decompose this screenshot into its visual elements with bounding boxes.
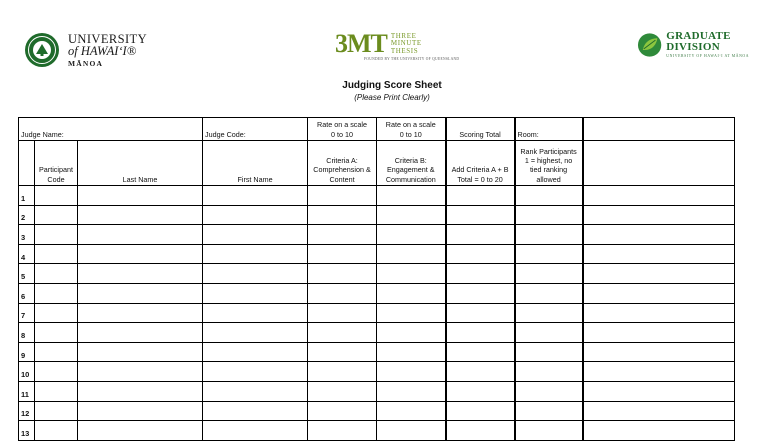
last-name-cell[interactable] bbox=[78, 283, 203, 303]
participant-code-cell[interactable] bbox=[35, 186, 78, 206]
criteria-a-cell[interactable] bbox=[308, 205, 377, 225]
rank-cell[interactable] bbox=[515, 225, 583, 245]
criteria-a-cell[interactable] bbox=[308, 421, 377, 441]
first-name-cell[interactable] bbox=[203, 421, 308, 441]
header-row-2 bbox=[19, 141, 735, 186]
3mt-side-thesis: THESIS bbox=[390, 46, 419, 55]
judge-name-field[interactable]: Judge Name: bbox=[19, 118, 203, 141]
extra-cell bbox=[583, 323, 735, 343]
rank-cell[interactable] bbox=[515, 362, 583, 382]
row-number: 6 bbox=[19, 283, 35, 303]
criteria-b-cell[interactable] bbox=[377, 244, 446, 264]
total-cell[interactable] bbox=[446, 303, 515, 323]
table-row bbox=[19, 205, 735, 225]
row-number: 3 bbox=[19, 225, 35, 245]
rank-cell[interactable] bbox=[515, 323, 583, 343]
total-cell[interactable] bbox=[446, 401, 515, 421]
total-cell[interactable] bbox=[446, 421, 515, 441]
row-number: 11 bbox=[19, 381, 35, 401]
row-number: 10 bbox=[19, 362, 35, 382]
criteria-b-cell[interactable] bbox=[377, 381, 446, 401]
extra-cell bbox=[583, 264, 735, 284]
criteria-a-cell[interactable] bbox=[308, 381, 377, 401]
row-number: 1 bbox=[19, 186, 35, 206]
participant-code-cell[interactable] bbox=[35, 244, 78, 264]
extra-cell bbox=[583, 381, 735, 401]
last-name-cell[interactable] bbox=[78, 421, 203, 441]
criteria-b-cell[interactable] bbox=[377, 401, 446, 421]
criteria-b-cell[interactable] bbox=[377, 303, 446, 323]
participant-code-cell[interactable] bbox=[35, 303, 78, 323]
total-cell[interactable] bbox=[446, 323, 515, 343]
page-subtitle: (Please Print Clearly) bbox=[354, 93, 430, 102]
participant-code-cell[interactable] bbox=[35, 401, 78, 421]
rank-cell[interactable] bbox=[515, 186, 583, 206]
uh-logo-line3: MĀNOA bbox=[68, 58, 104, 68]
extra-cell bbox=[583, 401, 735, 421]
participant-code-cell[interactable] bbox=[35, 283, 78, 303]
table-row bbox=[19, 362, 735, 382]
row-number: 7 bbox=[19, 303, 35, 323]
3mt-logo-mark: 3MT bbox=[335, 29, 387, 58]
rank-cell[interactable] bbox=[515, 381, 583, 401]
last-name-cell[interactable] bbox=[78, 244, 203, 264]
total-cell[interactable] bbox=[446, 244, 515, 264]
extra-cell bbox=[583, 186, 735, 206]
criteria-a-cell[interactable] bbox=[308, 283, 377, 303]
last-name-cell[interactable] bbox=[78, 303, 203, 323]
last-name-cell[interactable] bbox=[78, 401, 203, 421]
participant-code-cell[interactable] bbox=[35, 421, 78, 441]
first-name-cell[interactable] bbox=[203, 244, 308, 264]
total-cell[interactable] bbox=[446, 362, 515, 382]
criteria-a-cell[interactable] bbox=[308, 303, 377, 323]
row-number-header bbox=[19, 141, 35, 186]
table-row bbox=[19, 401, 735, 421]
participant-code-cell[interactable] bbox=[35, 381, 78, 401]
extra-cell bbox=[583, 244, 735, 264]
first-name-cell[interactable] bbox=[203, 401, 308, 421]
row-number: 12 bbox=[19, 401, 35, 421]
extra-cell bbox=[583, 141, 735, 186]
criteria-b-cell[interactable] bbox=[377, 342, 446, 362]
last-name-cell[interactable] bbox=[78, 225, 203, 245]
extra-cell bbox=[583, 342, 735, 362]
criteria-b-cell[interactable] bbox=[377, 205, 446, 225]
table-row bbox=[19, 225, 735, 245]
first-name-cell[interactable] bbox=[203, 264, 308, 284]
table-row bbox=[19, 381, 735, 401]
row-number: 13 bbox=[19, 421, 35, 441]
rank-cell[interactable] bbox=[515, 244, 583, 264]
table-row bbox=[19, 264, 735, 284]
table-row bbox=[19, 283, 735, 303]
extra-cell bbox=[583, 421, 735, 441]
criteria-a-cell[interactable] bbox=[308, 362, 377, 382]
rank-cell[interactable] bbox=[515, 283, 583, 303]
first-name-cell[interactable] bbox=[203, 323, 308, 343]
first-name-header: First Name bbox=[203, 141, 308, 186]
criteria-a-cell[interactable] bbox=[308, 186, 377, 206]
rank-cell[interactable] bbox=[515, 303, 583, 323]
row-number: 8 bbox=[19, 323, 35, 343]
criteria-b-cell[interactable] bbox=[377, 283, 446, 303]
table-row bbox=[19, 342, 735, 362]
rank-cell[interactable] bbox=[515, 264, 583, 284]
last-name-header: Last Name bbox=[78, 141, 203, 186]
last-name-cell[interactable] bbox=[78, 186, 203, 206]
last-name-cell[interactable] bbox=[78, 205, 203, 225]
rank-cell[interactable] bbox=[515, 421, 583, 441]
total-cell[interactable] bbox=[446, 342, 515, 362]
row-number: 4 bbox=[19, 244, 35, 264]
first-name-cell[interactable] bbox=[203, 303, 308, 323]
total-cell[interactable] bbox=[446, 381, 515, 401]
rate-scale-a: Rate on a scale 0 to 10 bbox=[308, 118, 377, 141]
extra-cell bbox=[583, 118, 735, 141]
total-cell[interactable] bbox=[446, 225, 515, 245]
first-name-cell[interactable] bbox=[203, 362, 308, 382]
3mt-side-three: THREE bbox=[390, 31, 417, 40]
total-cell[interactable] bbox=[446, 264, 515, 284]
table-row bbox=[19, 303, 735, 323]
total-cell[interactable] bbox=[446, 283, 515, 303]
criteria-b-cell[interactable] bbox=[377, 186, 446, 206]
criteria-b-cell[interactable] bbox=[377, 323, 446, 343]
criteria-b-header: Criteria B: Engagement & Communication bbox=[377, 141, 446, 186]
first-name-cell[interactable] bbox=[203, 205, 308, 225]
uh-logo-line1: UNIVERSITY bbox=[68, 31, 147, 46]
score-sheet-table bbox=[18, 117, 735, 441]
criteria-a-cell[interactable] bbox=[308, 401, 377, 421]
criteria-b-cell[interactable] bbox=[377, 421, 446, 441]
rank-cell[interactable] bbox=[515, 342, 583, 362]
gd-name: GRADUATE DIVISION bbox=[666, 30, 731, 53]
total-header: Add Criteria A + B Total = 0 to 20 bbox=[446, 141, 515, 186]
extra-cell bbox=[583, 283, 735, 303]
uh-logo-line2: of HAWAIʻI® bbox=[68, 44, 137, 59]
last-name-cell[interactable] bbox=[78, 323, 203, 343]
participant-code-header: Participant Code bbox=[35, 141, 78, 186]
rank-header: Rank Participants 1 = highest, no tied ranking allowed bbox=[515, 141, 583, 186]
uh-manoa-logo bbox=[24, 32, 147, 68]
criteria-a-cell[interactable] bbox=[308, 244, 377, 264]
first-name-cell[interactable] bbox=[203, 225, 308, 245]
criteria-b-cell[interactable] bbox=[377, 225, 446, 245]
leaf-icon bbox=[637, 32, 662, 58]
last-name-cell[interactable] bbox=[78, 342, 203, 362]
participant-code-cell[interactable] bbox=[35, 205, 78, 225]
row-number: 9 bbox=[19, 342, 35, 362]
uh-seal-icon bbox=[24, 32, 60, 68]
participant-code-cell[interactable] bbox=[35, 323, 78, 343]
participant-code-cell[interactable] bbox=[35, 362, 78, 382]
rate-scale-b: Rate on a scale 0 to 10 bbox=[377, 118, 446, 141]
participant-code-cell[interactable] bbox=[35, 342, 78, 362]
first-name-cell[interactable] bbox=[203, 283, 308, 303]
total-cell[interactable] bbox=[446, 205, 515, 225]
scoring-total-header: Scoring Total bbox=[446, 118, 515, 141]
rank-cell[interactable] bbox=[515, 401, 583, 421]
criteria-b-cell[interactable] bbox=[377, 362, 446, 382]
table-row bbox=[19, 244, 735, 264]
table-row bbox=[19, 186, 735, 206]
last-name-cell[interactable] bbox=[78, 381, 203, 401]
graduate-division-logo bbox=[637, 31, 784, 59]
last-name-cell[interactable] bbox=[78, 264, 203, 284]
participant-code-cell[interactable] bbox=[35, 264, 78, 284]
total-cell[interactable] bbox=[446, 186, 515, 206]
table-row bbox=[19, 323, 735, 343]
3mt-founded-text: FOUNDED BY THE UNIVERSITY OF QUEENSLAND bbox=[364, 57, 460, 61]
page-title: Judging Score Sheet bbox=[342, 80, 442, 91]
judge-code-field[interactable]: Judge Code: bbox=[203, 118, 308, 141]
extra-cell bbox=[583, 362, 735, 382]
header-row-1 bbox=[19, 118, 735, 141]
criteria-a-cell[interactable] bbox=[308, 323, 377, 343]
row-number: 5 bbox=[19, 264, 35, 284]
criteria-a-header: Criteria A: Comprehension & Content bbox=[308, 141, 377, 186]
criteria-a-cell[interactable] bbox=[308, 264, 377, 284]
gd-subtitle: UNIVERSITY OF HAWAIʻI AT MĀNOA bbox=[666, 54, 750, 58]
extra-cell bbox=[583, 205, 735, 225]
last-name-cell[interactable] bbox=[78, 362, 203, 382]
extra-cell bbox=[583, 225, 735, 245]
rank-cell[interactable] bbox=[515, 205, 583, 225]
criteria-a-cell[interactable] bbox=[308, 225, 377, 245]
3mt-side-minute: MINUTE bbox=[390, 39, 422, 48]
first-name-cell[interactable] bbox=[203, 186, 308, 206]
first-name-cell[interactable] bbox=[203, 381, 308, 401]
participant-code-cell[interactable] bbox=[35, 225, 78, 245]
three-minute-thesis-logo bbox=[335, 29, 422, 59]
criteria-b-cell[interactable] bbox=[377, 264, 446, 284]
table-row bbox=[19, 421, 735, 441]
criteria-a-cell[interactable] bbox=[308, 342, 377, 362]
extra-cell bbox=[583, 303, 735, 323]
row-number: 2 bbox=[19, 205, 35, 225]
room-field[interactable]: Room: bbox=[515, 118, 583, 141]
first-name-cell[interactable] bbox=[203, 342, 308, 362]
